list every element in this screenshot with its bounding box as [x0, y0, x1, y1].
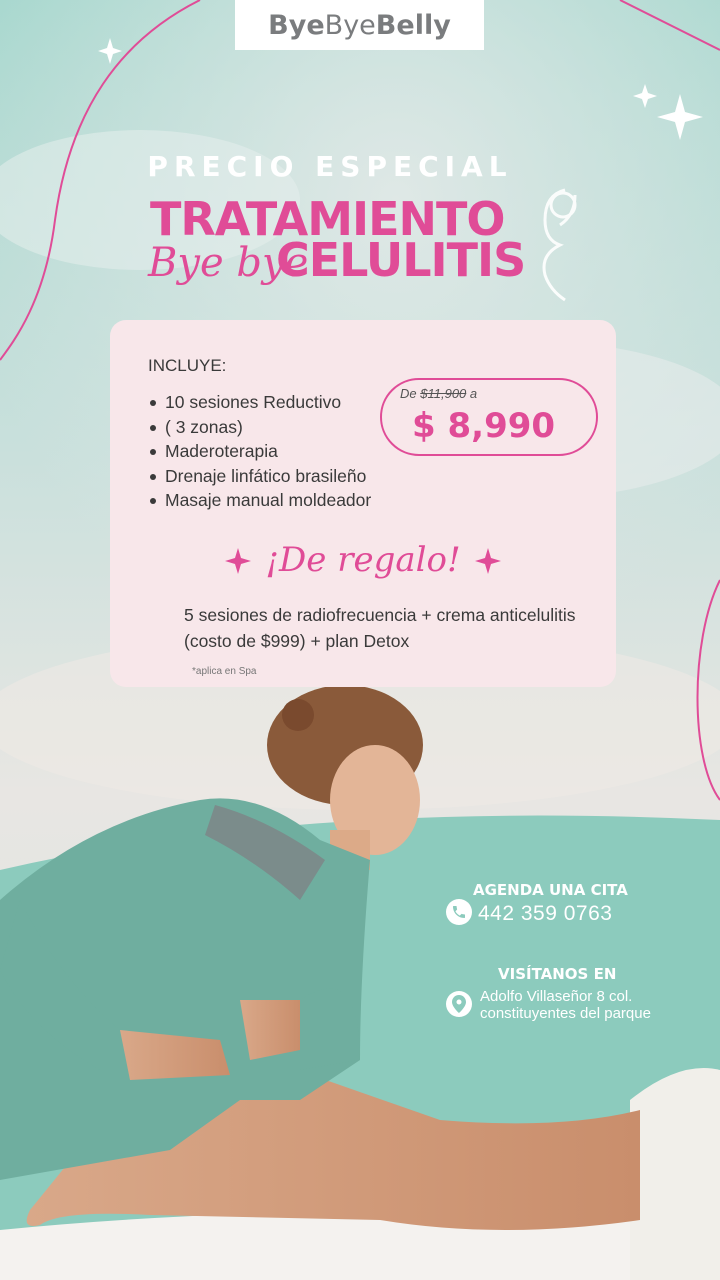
old-price: [400, 386, 477, 401]
list-item: Masaje manual moldeador: [148, 488, 371, 513]
location-pin-icon: [446, 991, 472, 1017]
address[interactable]: [480, 988, 651, 1022]
logo-bye-2: Bye: [324, 9, 376, 41]
kicker-text: PRECIO ESPECIAL: [147, 150, 513, 183]
disclaimer: *aplica en Spa: [192, 666, 257, 677]
includes-label: INCLUYE:: [148, 356, 227, 375]
offer-card: [110, 320, 616, 687]
kicker-wrapper: [0, 150, 720, 183]
phone-number[interactable]: 442 359 0763: [478, 902, 613, 925]
old-price-value: $11,900: [420, 386, 467, 401]
old-price-suffix: a: [469, 386, 478, 401]
list-item: ( 3 zonas): [148, 415, 371, 440]
sparkle-icon: [225, 548, 251, 574]
list-item: Maderoterapia: [148, 439, 371, 464]
title-line-2: CELULITIS: [276, 233, 526, 287]
phone-icon: [446, 899, 472, 925]
address-line-2: constituyentes del parque: [480, 1005, 651, 1022]
brand-logo: [235, 0, 484, 50]
list-item: Drenaje linfático brasileño: [148, 464, 371, 489]
visit-label: VISÍTANOS EN: [498, 965, 617, 983]
title-line-1: TRATAMIENTO: [150, 192, 505, 246]
gift-heading: [110, 540, 616, 580]
gift-description: 5 sesiones de radiofrecuencia + crema anticelulitis (costo de $999) + plan Detox: [184, 605, 576, 651]
list-item: 10 sesiones Reductivo: [148, 390, 371, 415]
old-price-prefix: De: [400, 386, 417, 401]
title-script: Bye bye: [148, 240, 309, 286]
appointment-label: AGENDA UNA CITA: [473, 881, 628, 899]
gift-title: ¡De regalo!: [265, 540, 461, 580]
price-badge: [380, 378, 598, 456]
address-line-1: Adolfo Villaseñor 8 col.: [480, 988, 633, 1005]
sparkle-icon: [475, 548, 501, 574]
logo-belly: Belly: [375, 9, 451, 41]
new-price: $ 8,990: [412, 406, 556, 446]
includes-list: [148, 390, 371, 513]
logo-bye-1: Bye: [268, 9, 325, 41]
